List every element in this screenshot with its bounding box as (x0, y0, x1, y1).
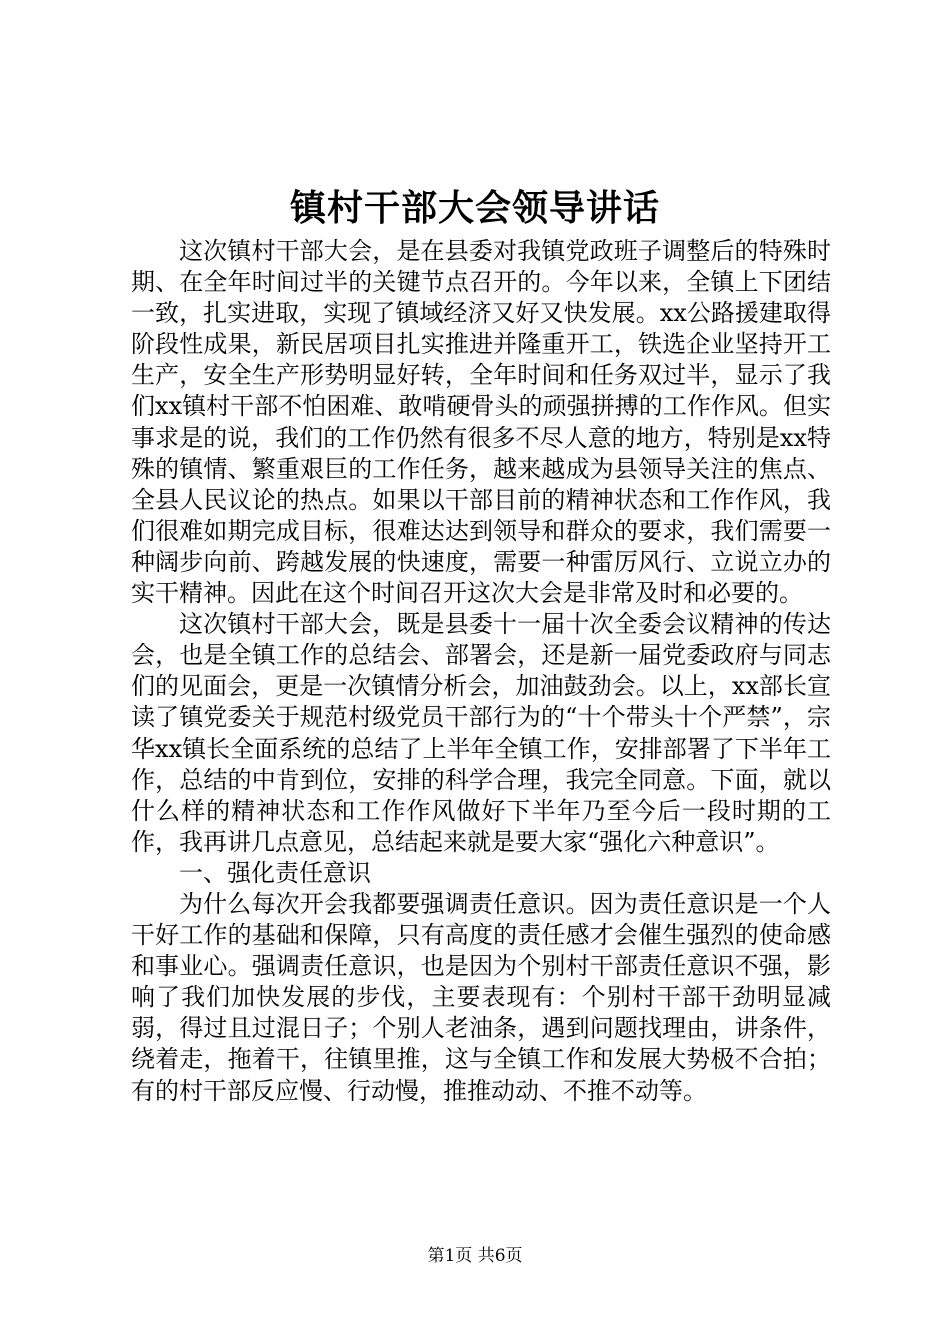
page-number: 第1页 共6页 (427, 1246, 523, 1266)
paragraph-intro: 这次镇村干部大会，是在县委对我镇党政班子调整后的特殊时期、在全年时间过半的关键节点召开的。今年以来，全镇上下团结一致，扎实进取，实现了镇域经济又好又快发展。xx公路援建取得阶段性成果，新民居项目扎实推进并隆重开工，铁选企业坚持开工生产，安全生产形势明显好转，全年时间和任务双过半，显示了我们xx镇村干部不怕困难、敢啃硬骨头的顽强拼搏的工作作风。但实事求是的说，我们的工作仍然有很多不尽人意的地方，特别是xx特殊的镇情、繁重艰巨的工作任务，越来越成为县领导关注的焦点、全县人民议论的热点。如果以干部目前的精神状态和工作作风，我们很难如期完成目标，很难达达到领导和群众的要求，我们需要一种阔步向前、跨越发展的快速度，需要一种雷厉风行、立说立办的实干精神。因此在这个时间召开这次大会是非常及时和必要的。 (131, 237, 831, 608)
paragraph-responsibility: 为什么每次开会我都要强调责任意识。因为责任意识是一个人干好工作的基础和保障，只有高度的责任感才会催生强烈的使命感和事业心。强调责任意识，也是因为个别村干部责任意识不强，影响了我们加快发展的步伐，主要表现有：个别村干部干劲明显减弱，得过且过混日子；个别人老油条，遇到问题找理由，讲条件，绕着走，拖着干，往镇里推，这与全镇工作和发展大势极不合拍；有的村干部反应慢、行动慢，推推动动、不推不动等。 (131, 889, 831, 1105)
document-body (131, 236, 831, 1107)
document-title: 镇村干部大会领导讲话 (289, 187, 660, 229)
paragraph-meeting: 这次镇村干部大会，既是县委十一届十次全委会议精神的传达会，也是全镇工作的总结会、部署会，还是新一届党委政府与同志们的见面会，更是一次镇情分析会，加油鼓劲会。以上，xx部长宣读了镇党委关于规范村级党员干部行为的“十个带头十个严禁”，宗华xx镇长全面系统的总结了上半年全镇工作，安排部署了下半年工作，总结的中肯到位，安排的科学合理，我完全同意。下面，就以什么样的精神状态和工作作风做好下半年乃至今后一段时期的工作，我再讲几点意见，总结起来就是要大家“强化六种意识”。 (131, 610, 831, 856)
section-heading: 一、强化责任意识 (179, 858, 371, 887)
